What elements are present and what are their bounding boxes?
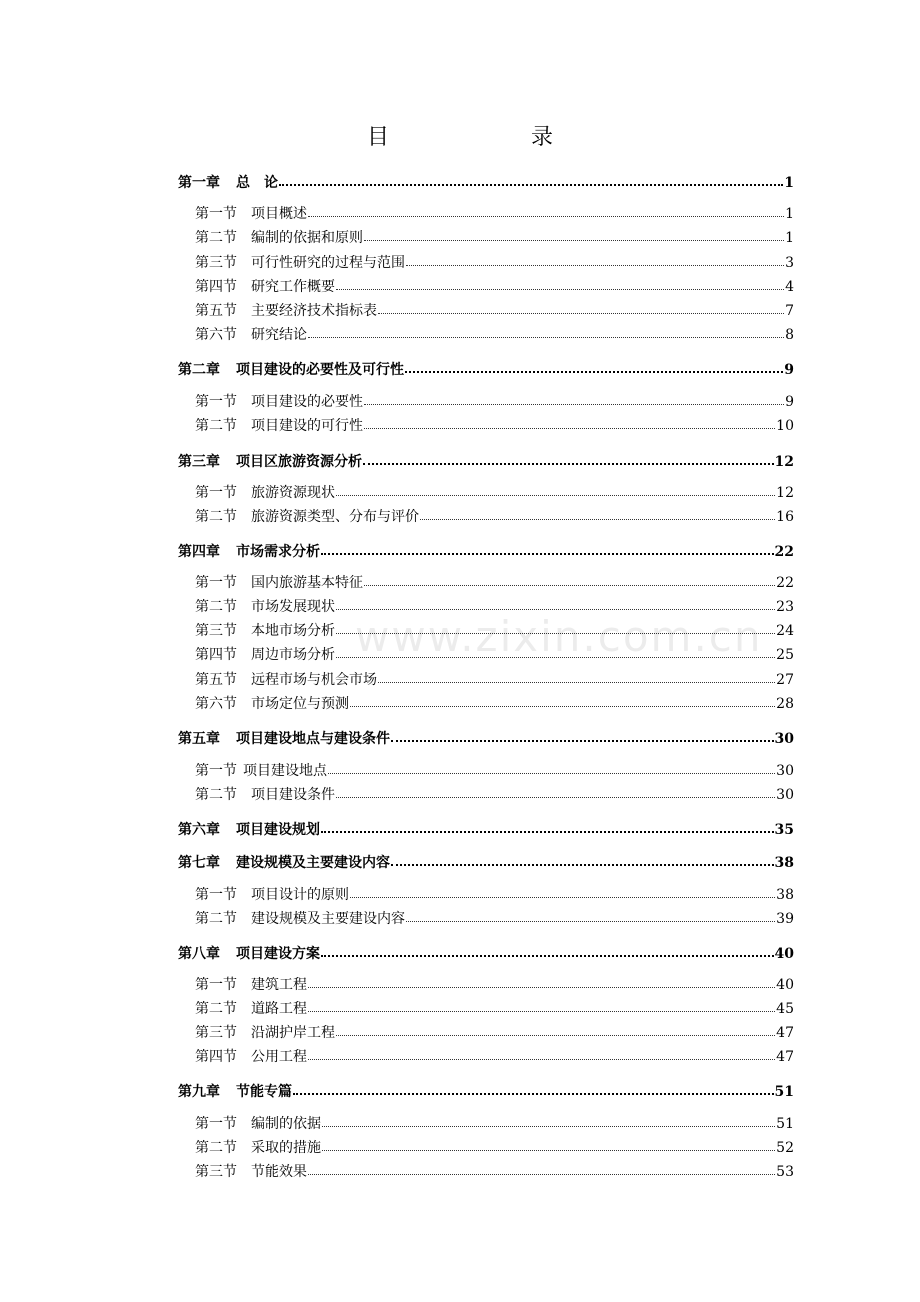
entry-label [178,945,320,963]
dot-leader [378,671,775,683]
dot-leader [336,598,775,610]
toc-section-entry[interactable] [195,598,794,616]
entry-label [195,205,307,223]
toc-section-entry[interactable] [195,976,794,994]
entry-label [195,1115,321,1133]
entry-label [195,229,363,247]
entry-label [195,1139,321,1157]
entry-number: 第三节 [195,255,237,271]
entry-label [195,508,419,526]
entry-label [178,453,362,471]
entry-title: 道路工程 [251,1001,307,1017]
entry-number: 第三节 [195,1025,237,1041]
entry-number: 第三节 [195,1164,237,1180]
dot-leader [321,820,774,833]
entry-label [195,1000,307,1018]
entry-title: 研究结论 [251,327,307,343]
entry-label [195,622,335,640]
entry-number: 第五节 [195,303,237,319]
dot-leader [308,326,784,338]
entry-page-number: 38 [776,887,794,903]
entry-page-number: 38 [774,855,794,871]
dot-leader [336,786,775,798]
dot-leader [308,976,775,988]
entry-title: 公用工程 [251,1049,307,1065]
entry-label [195,393,363,411]
entry-page-number: 51 [776,1116,794,1132]
entry-number: 第五节 [195,672,237,688]
entry-number: 第三章 [178,454,220,470]
toc-section-entry[interactable] [195,646,794,664]
toc-chapter-entry[interactable] [178,543,794,561]
entry-number: 第一节 [195,575,237,591]
watermark: www.zixin.com.cn [355,612,763,661]
entry-title: 项目建设的必要性及可行性 [236,362,404,378]
toc-section-entry[interactable] [195,484,794,502]
dot-leader [336,1024,775,1036]
entry-page-number: 12 [774,454,794,470]
dot-leader [405,360,783,373]
entry-page-number: 30 [776,787,794,803]
entry-title: 项目建设方案 [236,946,320,962]
entry-title: 市场定位与预测 [251,696,349,712]
dot-leader [328,762,775,774]
entry-page-number: 35 [774,822,794,838]
entry-number: 第四章 [178,544,220,560]
toc-section-entry[interactable] [195,786,794,804]
entry-title: 总 论 [236,175,278,191]
entry-title: 采取的措施 [251,1140,321,1156]
entry-number: 第一节 [195,1116,237,1132]
dot-leader [420,508,775,520]
entry-page-number: 22 [774,544,794,560]
entry-title: 项目设计的原则 [251,887,349,903]
dot-leader [321,542,774,555]
entry-page-number: 28 [776,696,794,712]
entry-title: 项目建设地点与建设条件 [236,731,390,747]
entry-page-number: 23 [776,599,794,615]
dot-leader [322,1139,775,1151]
entry-label [178,854,390,872]
entry-number: 第二节 [195,1001,237,1017]
entry-number: 第七章 [178,855,220,871]
toc-section-entry[interactable] [195,1139,794,1157]
entry-page-number: 12 [776,485,794,501]
entry-page-number: 30 [774,731,794,747]
entry-title: 市场发展现状 [251,599,335,615]
toc-section-entry[interactable] [195,278,794,296]
entry-title: 研究工作概要 [251,279,335,295]
entry-page-number: 1 [785,230,794,246]
entry-page-number: 8 [785,327,794,343]
entry-page-number: 16 [776,509,794,525]
entry-title: 建设规模及主要建设内容 [236,855,390,871]
toc-section-entry[interactable] [195,393,794,411]
entry-title: 项目概述 [251,206,307,222]
entry-page-number: 1 [785,206,794,222]
toc-section-entry[interactable] [195,254,794,272]
entry-number: 第一节 [195,977,237,993]
entry-number: 第四节 [195,1049,237,1065]
entry-number: 第二章 [178,362,220,378]
entry-number: 第二节 [195,509,237,525]
entry-number: 第三节 [195,623,237,639]
entry-page-number: 3 [785,255,794,271]
dot-leader [279,173,783,186]
toc-section-entry[interactable] [195,1024,794,1042]
entry-number: 第六章 [178,822,220,838]
entry-number: 第一节 [195,485,237,501]
entry-page-number: 25 [776,647,794,663]
entry-number: 第二节 [195,599,237,615]
entry-label [195,254,405,272]
toc-chapter-entry[interactable] [178,945,794,963]
entry-title: 项目建设的可行性 [251,418,363,434]
entry-page-number: 45 [776,1001,794,1017]
entry-label [195,762,327,780]
dot-leader [364,229,784,241]
entry-title: 编制的依据 [251,1116,321,1132]
entry-label [195,417,363,435]
entry-label [195,910,405,928]
entry-title: 项目建设地点 [243,763,327,779]
entry-number: 第二节 [195,1140,237,1156]
entry-number: 第九章 [178,1084,220,1100]
entry-label [195,326,307,344]
toc-section-entry[interactable] [195,1048,794,1066]
entry-number: 第四节 [195,279,237,295]
entry-number: 第一节 [195,887,237,903]
dot-leader [336,484,775,496]
entry-number: 第一章 [178,175,220,191]
entry-title: 本地市场分析 [251,623,335,639]
entry-title: 沿湖护岸工程 [251,1025,335,1041]
dot-leader [308,1163,775,1175]
entry-title: 项目建设的必要性 [251,394,363,410]
entry-label [178,174,278,192]
entry-number: 第二节 [195,911,237,927]
entry-label [195,574,363,592]
toc-chapter-entry[interactable] [178,453,794,471]
entry-label [195,976,307,994]
dot-leader [364,393,784,405]
toc-section-entry[interactable] [195,417,794,435]
toc-chapter-entry[interactable] [178,174,794,192]
entry-page-number: 9 [785,394,794,410]
toc-chapter-entry[interactable] [178,821,794,839]
toc-section-entry[interactable] [195,574,794,592]
toc-section-entry[interactable] [195,1115,794,1133]
dot-leader [322,1115,775,1127]
entry-number: 第二节 [195,230,237,246]
entry-page-number: 9 [784,362,794,378]
toc-chapter-entry[interactable] [178,361,794,379]
entry-page-number: 53 [776,1164,794,1180]
entry-page-number: 40 [776,977,794,993]
entry-number: 第二节 [195,418,237,434]
entry-title: 建筑工程 [251,977,307,993]
entry-title: 远程市场与机会市场 [251,672,377,688]
entry-page-number: 1 [784,175,794,191]
entry-page-number: 22 [776,575,794,591]
dot-leader [364,417,775,429]
dot-leader [350,886,775,898]
entry-label [178,821,320,839]
entry-number: 第六节 [195,696,237,712]
entry-label [195,886,349,904]
entry-page-number: 39 [776,911,794,927]
toc-section-entry[interactable] [195,1000,794,1018]
entry-page-number: 4 [785,279,794,295]
toc-chapter-entry[interactable] [178,1083,794,1101]
entry-label [195,646,335,664]
dot-leader [293,1082,774,1095]
toc-chapter-entry[interactable] [178,854,794,872]
entry-title: 项目建设条件 [251,787,335,803]
toc-section-entry[interactable] [195,910,794,928]
dot-leader [336,646,775,658]
dot-leader [308,1000,775,1012]
dot-leader [364,574,775,586]
entry-label [178,543,320,561]
entry-label [195,786,335,804]
entry-title: 周边市场分析 [251,647,335,663]
toc-section-entry[interactable] [195,886,794,904]
dot-leader [308,1048,775,1060]
entry-title: 项目区旅游资源分析 [236,454,362,470]
entry-number: 第一节 [195,763,237,779]
entry-title: 建设规模及主要建设内容 [251,911,405,927]
dot-leader [391,853,774,866]
entry-page-number: 7 [785,303,794,319]
entry-title: 旅游资源类型、分布与评价 [251,509,419,525]
entry-page-number: 10 [776,418,794,434]
dot-leader [406,254,784,266]
dot-leader [406,910,775,922]
toc-section-entry[interactable] [195,695,794,713]
toc-chapter-entry[interactable] [178,730,794,748]
entry-page-number: 40 [774,946,794,962]
entry-title: 节能效果 [251,1164,307,1180]
entry-title: 市场需求分析 [236,544,320,560]
dot-leader [321,944,774,957]
dot-leader [350,695,775,707]
entry-label [178,730,390,748]
entry-title: 国内旅游基本特征 [251,575,363,591]
entry-label [195,1048,307,1066]
entry-number: 第六节 [195,327,237,343]
entry-page-number: 51 [774,1084,794,1100]
toc-section-entry[interactable] [195,508,794,526]
entry-label [195,671,377,689]
entry-label [195,598,335,616]
entry-number: 第八章 [178,946,220,962]
toc-title: 目 录 [366,125,613,150]
entry-number: 第二节 [195,787,237,803]
entry-label [195,484,335,502]
toc-section-entry[interactable] [195,205,794,223]
entry-page-number: 24 [776,623,794,639]
dot-leader [308,205,784,217]
entry-label [195,1024,335,1042]
toc-section-entry[interactable] [195,302,794,320]
entry-title: 节能专篇 [236,1084,292,1100]
entry-label [178,361,404,379]
dot-leader [391,729,774,742]
dot-leader [336,622,775,634]
entry-label [195,278,335,296]
entry-title: 主要经济技术指标表 [251,303,377,319]
entry-title: 项目建设规划 [236,822,320,838]
toc-section-entry[interactable] [195,762,794,780]
entry-title: 可行性研究的过程与范围 [251,255,405,271]
entry-label [195,302,377,320]
entry-label [178,1083,292,1101]
entry-title: 编制的依据和原则 [251,230,363,246]
entry-page-number: 47 [776,1049,794,1065]
dot-leader [363,452,774,465]
toc-section-entry[interactable] [195,1163,794,1181]
dot-leader [378,302,784,314]
toc-section-entry[interactable] [195,229,794,247]
toc-section-entry[interactable] [195,326,794,344]
entry-number: 第五章 [178,731,220,747]
entry-number: 第四节 [195,647,237,663]
entry-label [195,1163,307,1181]
entry-page-number: 30 [776,763,794,779]
entry-page-number: 52 [776,1140,794,1156]
entry-page-number: 47 [776,1025,794,1041]
entry-title: 旅游资源现状 [251,485,335,501]
toc-section-entry[interactable] [195,671,794,689]
toc-section-entry[interactable] [195,622,794,640]
entry-label [195,695,349,713]
entry-number: 第一节 [195,206,237,222]
dot-leader [336,278,784,290]
entry-page-number: 27 [776,672,794,688]
entry-number: 第一节 [195,394,237,410]
